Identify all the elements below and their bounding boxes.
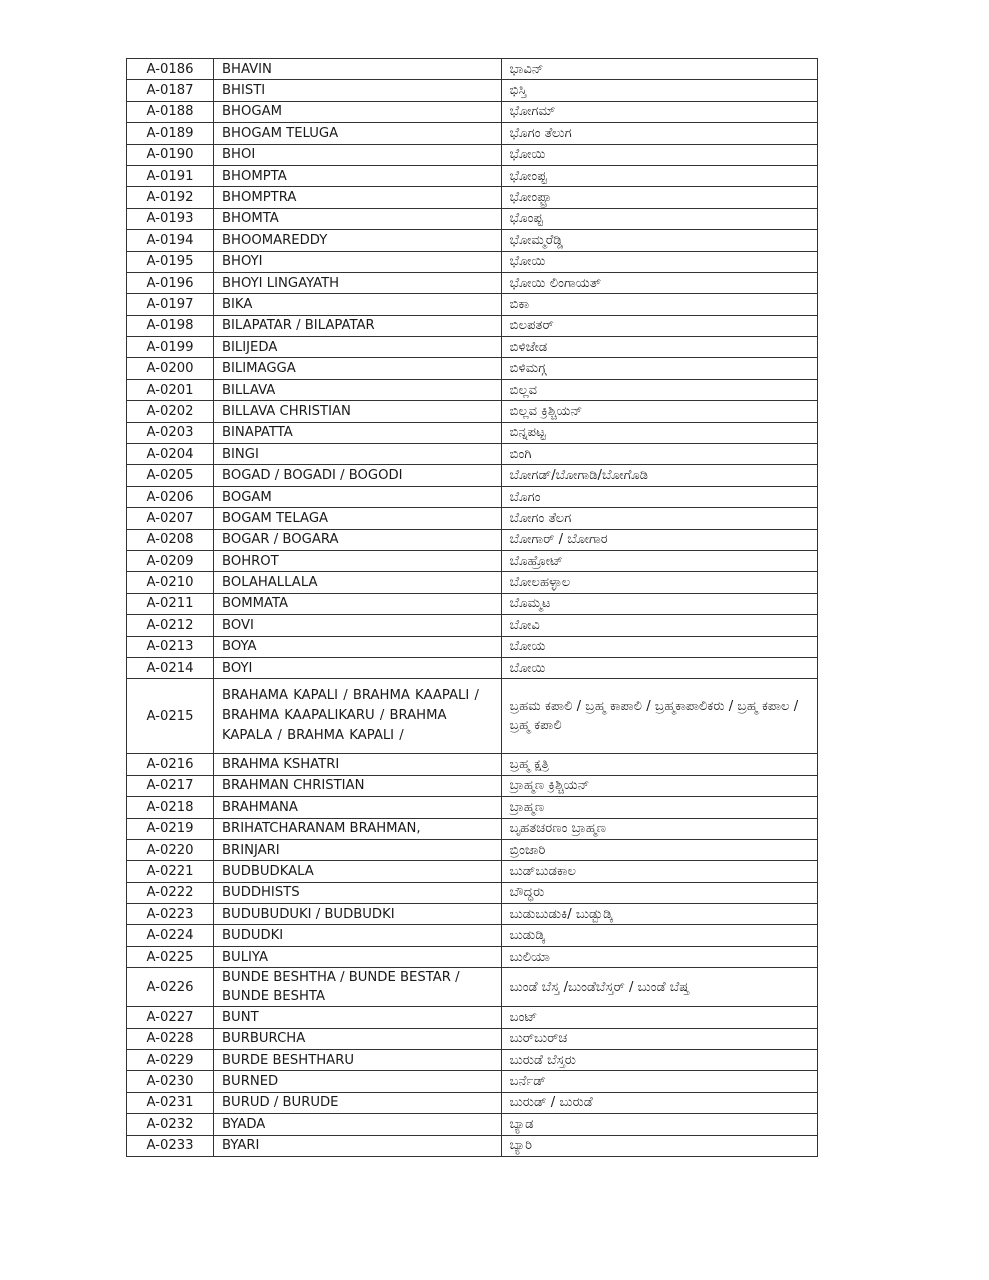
code-cell: A-0215 [127, 679, 214, 754]
code-cell: A-0216 [127, 754, 214, 775]
english-name-cell: BURDE BESHTHARU [214, 1050, 502, 1071]
table-row [127, 529, 818, 550]
table-row [127, 337, 818, 358]
code-cell: A-0228 [127, 1028, 214, 1049]
table-row [127, 797, 818, 818]
table-row [127, 1071, 818, 1092]
table-row [127, 818, 818, 839]
english-name-cell: BUDDHISTS [214, 882, 502, 903]
english-name-cell: BHISTI [214, 80, 502, 101]
kannada-name-cell: ಬೋಯ [501, 636, 817, 657]
table-row [127, 486, 818, 507]
code-cell: A-0193 [127, 208, 214, 229]
kannada-name-cell: ಬುಡುಡ್ಕಿ [501, 925, 817, 946]
code-cell: A-0200 [127, 358, 214, 379]
table-row [127, 775, 818, 796]
kannada-name-cell: ಬ್ರಾಹ್ಮಣ [501, 797, 817, 818]
english-name-cell: BOGAD / BOGADI / BOGODI [214, 465, 502, 486]
code-cell: A-0232 [127, 1114, 214, 1135]
kannada-name-cell: ಬುರುಡೆ ಬೆಸ್ತರು [501, 1050, 817, 1071]
kannada-name-cell: ಬಿಲ್ಲವ ಕ್ರಿಶ್ಚಿಯನ್ [501, 401, 817, 422]
table-row [127, 593, 818, 614]
kannada-name-cell: ಭೋಯಿ ಲಿಂಗಾಯತ್ [501, 272, 817, 293]
table-row [127, 925, 818, 946]
code-cell: A-0195 [127, 251, 214, 272]
kannada-name-cell: ಭಾವಿನ್ [501, 59, 817, 80]
english-name-cell: BHOI [214, 144, 502, 165]
kannada-name-cell: ಭಿಸ್ತಿ [501, 80, 817, 101]
kannada-name-cell: ಬಿನ್ನಪಟ್ಟ [501, 422, 817, 443]
kannada-name-cell: ಬ್ರಹಮ ಕಪಾಲಿ / ಬ್ರಹ್ಮ ಕಾಪಾಲಿ / ಬ್ರಹ್ಮಕಾಪಾಲಿಕರು / ಬ್ರಹ್ಮ ಕಪಾಲ / ಬ್ರಹ್ಮ ಕಪಾಲಿ [501, 679, 817, 754]
kannada-name-cell: ಭೋಗಮ್ [501, 101, 817, 122]
table-row [127, 123, 818, 144]
code-cell: A-0201 [127, 379, 214, 400]
table-row [127, 294, 818, 315]
table-row [127, 422, 818, 443]
code-cell: A-0221 [127, 861, 214, 882]
english-name-cell: BINGI [214, 444, 502, 465]
code-cell: A-0212 [127, 615, 214, 636]
english-name-cell: BOLAHALLALA [214, 572, 502, 593]
table-row [127, 187, 818, 208]
english-name-cell: BHOMPTA [214, 165, 502, 186]
table-row [127, 946, 818, 967]
table-row [127, 839, 818, 860]
kannada-name-cell: ಬೋಗಾರ್ / ಬೋಗಾರ [501, 529, 817, 550]
table-row [127, 1050, 818, 1071]
kannada-name-cell: ಬ್ರಹ್ಮ ಕ್ಷತ್ರಿ [501, 754, 817, 775]
kannada-name-cell: ಬೋವಿ [501, 615, 817, 636]
table-row [127, 861, 818, 882]
table-row [127, 754, 818, 775]
code-cell: A-0194 [127, 230, 214, 251]
table-row [127, 401, 818, 422]
english-name-cell: BHOYI LINGAYATH [214, 272, 502, 293]
english-name-cell: BOGAM [214, 486, 502, 507]
english-name-cell: BILLAVA [214, 379, 502, 400]
code-cell: A-0210 [127, 572, 214, 593]
code-cell: A-0191 [127, 165, 214, 186]
table-row [127, 80, 818, 101]
english-name-cell: BOGAM TELAGA [214, 508, 502, 529]
code-cell: A-0231 [127, 1092, 214, 1113]
english-name-cell: BHOMPTRA [214, 187, 502, 208]
code-cell: A-0196 [127, 272, 214, 293]
english-name-cell: BUDUBUDUKI / BUDBUDKI [214, 904, 502, 925]
table-row [127, 615, 818, 636]
code-cell: A-0208 [127, 529, 214, 550]
code-cell: A-0230 [127, 1071, 214, 1092]
english-name-cell: BOYA [214, 636, 502, 657]
english-name-cell: BHOOMAREDDY [214, 230, 502, 251]
kannada-name-cell: ಬೊಮ್ಮಟ [501, 593, 817, 614]
code-cell: A-0206 [127, 486, 214, 507]
code-cell: A-0205 [127, 465, 214, 486]
code-cell: A-0207 [127, 508, 214, 529]
english-name-cell: BILIMAGGA [214, 358, 502, 379]
table-row [127, 572, 818, 593]
kannada-name-cell: ಬ್ಯಾರಿ [501, 1135, 817, 1156]
kannada-name-cell: ಬುರುಡ್ / ಬುರುಡೆ [501, 1092, 817, 1113]
table-row [127, 968, 818, 1007]
table-row [127, 444, 818, 465]
english-name-cell: BYADA [214, 1114, 502, 1135]
code-cell: A-0222 [127, 882, 214, 903]
table-row [127, 1114, 818, 1135]
table-row [127, 465, 818, 486]
table-row [127, 165, 818, 186]
code-cell: A-0211 [127, 593, 214, 614]
caste-list-table [126, 58, 818, 1157]
code-cell: A-0225 [127, 946, 214, 967]
table-row [127, 904, 818, 925]
code-cell: A-0224 [127, 925, 214, 946]
table-body [127, 59, 818, 1157]
table-row [127, 636, 818, 657]
english-name-cell: BRAHMANA [214, 797, 502, 818]
english-name-cell: BYARI [214, 1135, 502, 1156]
code-cell: A-0187 [127, 80, 214, 101]
table-row [127, 508, 818, 529]
english-name-cell: BOYI [214, 657, 502, 678]
kannada-name-cell: ಭೋಂಪ್ಟ [501, 165, 817, 186]
table-row [127, 315, 818, 336]
kannada-name-cell: ಬುಂಡೆ ಬೆಸ್ತ /ಬುಂಡೆಬೆಸ್ತರ್ / ಬುಂಡೆ ಬೆಷ್ತ [501, 968, 817, 1007]
table-row [127, 230, 818, 251]
code-cell: A-0219 [127, 818, 214, 839]
english-name-cell: BHAVIN [214, 59, 502, 80]
kannada-name-cell: ಬಿಲಪತರ್ [501, 315, 817, 336]
kannada-name-cell: ಬೋಯಿ [501, 657, 817, 678]
code-cell: A-0209 [127, 550, 214, 571]
kannada-name-cell: ಬೋಗಂ ತೆಲಗ [501, 508, 817, 529]
code-cell: A-0223 [127, 904, 214, 925]
table-row [127, 251, 818, 272]
english-name-cell: BUDUDKI [214, 925, 502, 946]
code-cell: A-0189 [127, 123, 214, 144]
kannada-name-cell: ಬೋಲಹಳ್ಳಾಲ [501, 572, 817, 593]
table-row [127, 144, 818, 165]
english-name-cell: BHOGAM TELUGA [214, 123, 502, 144]
kannada-name-cell: ಬಿಲ್ಲವ [501, 379, 817, 400]
kannada-name-cell: ಬುಡುಬುಡುಕಿ/ ಬುಡ್ಬುಡ್ಕಿ [501, 904, 817, 925]
english-name-cell: BURBURCHA [214, 1028, 502, 1049]
code-cell: A-0186 [127, 59, 214, 80]
code-cell: A-0192 [127, 187, 214, 208]
kannada-name-cell: ಬ್ಯಾಡ [501, 1114, 817, 1135]
kannada-name-cell: ಭೋಮ್ಮರೆಡ್ಡಿ [501, 230, 817, 251]
kannada-name-cell: ಭೋಯಿ [501, 144, 817, 165]
code-cell: A-0203 [127, 422, 214, 443]
kannada-name-cell: ಬೌದ್ಧರು [501, 882, 817, 903]
kannada-name-cell: ಭೊಂಪ್ಟ [501, 208, 817, 229]
table-row [127, 1007, 818, 1028]
english-name-cell: BRIHATCHARANAM BRAHMAN, [214, 818, 502, 839]
kannada-name-cell: ಬುರ್‌ಬುರ್‌ಚ [501, 1028, 817, 1049]
english-name-cell: BOMMATA [214, 593, 502, 614]
english-name-cell: BUNDE BESHTHA / BUNDE BESTAR / BUNDE BESHTA [214, 968, 502, 1007]
english-name-cell: BULIYA [214, 946, 502, 967]
table-row [127, 1028, 818, 1049]
table-row [127, 657, 818, 678]
code-cell: A-0218 [127, 797, 214, 818]
english-name-cell: BOHROT [214, 550, 502, 571]
code-cell: A-0214 [127, 657, 214, 678]
code-cell: A-0229 [127, 1050, 214, 1071]
english-name-cell: BUDBUDKALA [214, 861, 502, 882]
code-cell: A-0197 [127, 294, 214, 315]
kannada-name-cell: ಬಿಳಿಜೇಡ [501, 337, 817, 358]
english-name-cell: BHOGAM [214, 101, 502, 122]
table-row [127, 550, 818, 571]
kannada-name-cell: ಬಂಟ್ [501, 1007, 817, 1028]
kannada-name-cell: ಬರ್ನೆಡ್ [501, 1071, 817, 1092]
code-cell: A-0202 [127, 401, 214, 422]
english-name-cell: BRAHAMA KAPALI / BRAHMA KAAPALI / BRAHMA KAAPALIKARU / BRAHMA KAPALA / BRAHMA KAPALI / [214, 679, 502, 754]
english-name-cell: BOGAR / BOGARA [214, 529, 502, 550]
english-name-cell: BUNT [214, 1007, 502, 1028]
english-name-cell: BRAHMA KSHATRI [214, 754, 502, 775]
kannada-name-cell: ಬುಡ್‌ಬುಡಕಾಲ [501, 861, 817, 882]
code-cell: A-0233 [127, 1135, 214, 1156]
english-name-cell: BRAHMAN CHRISTIAN [214, 775, 502, 796]
table-row [127, 101, 818, 122]
kannada-name-cell: ಬೋಗಡ್/ಬೋಗಾಡಿ/ಬೋಗೊಡಿ [501, 465, 817, 486]
kannada-name-cell: ಬಿಕಾ [501, 294, 817, 315]
english-name-cell: BILLAVA CHRISTIAN [214, 401, 502, 422]
code-cell: A-0220 [127, 839, 214, 860]
english-name-cell: BURUD / BURUDE [214, 1092, 502, 1113]
english-name-cell: BHOYI [214, 251, 502, 272]
kannada-name-cell: ಬ್ರಾಹ್ಮಣ ಕ್ರಿಶ್ಚಿಯನ್ [501, 775, 817, 796]
table-row [127, 882, 818, 903]
table-row [127, 1092, 818, 1113]
english-name-cell: BHOMTA [214, 208, 502, 229]
english-name-cell: BRINJARI [214, 839, 502, 860]
kannada-name-cell: ಭೊಗಂ ತೆಲುಗ [501, 123, 817, 144]
kannada-name-cell: ಬೊಹ್ರೋಟ್ [501, 550, 817, 571]
code-cell: A-0199 [127, 337, 214, 358]
code-cell: A-0204 [127, 444, 214, 465]
english-name-cell: BILIJEDA [214, 337, 502, 358]
kannada-name-cell: ಭೋಯಿ [501, 251, 817, 272]
code-cell: A-0190 [127, 144, 214, 165]
table-row [127, 1135, 818, 1156]
code-cell: A-0226 [127, 968, 214, 1007]
table-row [127, 208, 818, 229]
code-cell: A-0198 [127, 315, 214, 336]
english-name-cell: BILAPATAR / BILAPATAR [214, 315, 502, 336]
english-name-cell: BINAPATTA [214, 422, 502, 443]
table-row [127, 59, 818, 80]
code-cell: A-0227 [127, 1007, 214, 1028]
english-name-cell: BIKA [214, 294, 502, 315]
table-row [127, 679, 818, 754]
table-row [127, 272, 818, 293]
kannada-name-cell: ಭೋಂಪ್ಟ್ರಾ [501, 187, 817, 208]
code-cell: A-0217 [127, 775, 214, 796]
kannada-name-cell: ಬೊಗಂ [501, 486, 817, 507]
english-name-cell: BOVI [214, 615, 502, 636]
kannada-name-cell: ಬೃಹತಚರಣಂ ಬ್ರಾಹ್ಮಣ [501, 818, 817, 839]
english-name-cell: BURNED [214, 1071, 502, 1092]
table-row [127, 358, 818, 379]
kannada-name-cell: ಬುಲಿಯಾ [501, 946, 817, 967]
table-row [127, 379, 818, 400]
code-cell: A-0213 [127, 636, 214, 657]
kannada-name-cell: ಬಿಂಗಿ [501, 444, 817, 465]
code-cell: A-0188 [127, 101, 214, 122]
kannada-name-cell: ಬ್ರಿಂಜಾರಿ [501, 839, 817, 860]
kannada-name-cell: ಬಿಳಿಮಗ್ಗ [501, 358, 817, 379]
